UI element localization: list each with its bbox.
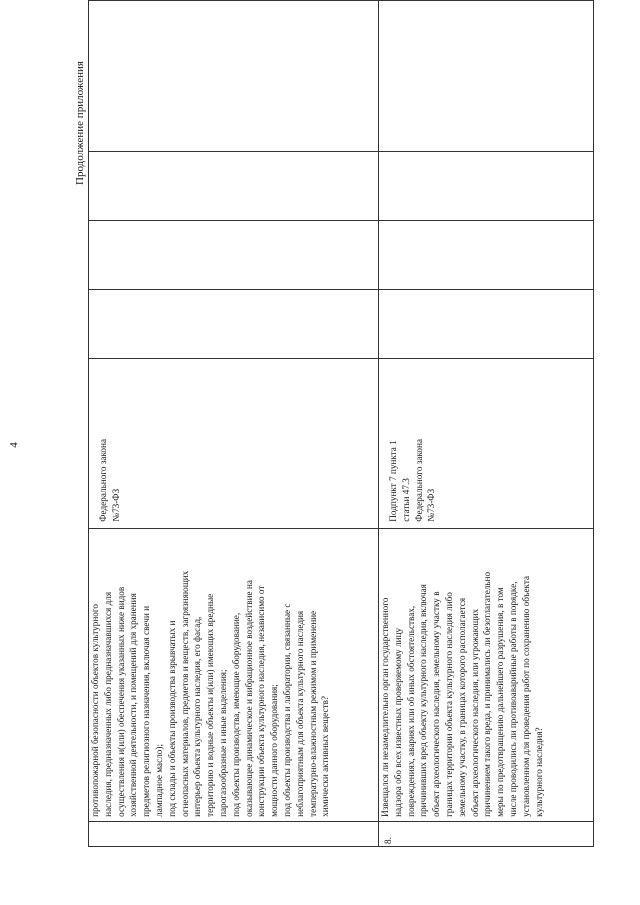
question-cell xyxy=(379,528,594,821)
page-number: 4 xyxy=(8,442,20,448)
table-row xyxy=(379,1,594,847)
legal-reference: Федерального закона №73-ФЗ xyxy=(98,438,121,522)
legal-reference: Подпункт 7 пункта 1 статьи 47.3 Федерального закона №73-ФЗ xyxy=(388,438,437,522)
note-cell xyxy=(379,1,594,152)
row-number-cell xyxy=(379,821,594,846)
question-cell xyxy=(89,528,379,821)
note-cell xyxy=(89,1,379,152)
checklist-table xyxy=(88,0,594,847)
answer-cell-na xyxy=(89,152,379,221)
answer-cell-no xyxy=(379,221,594,290)
answer-cell-yes xyxy=(89,290,379,359)
question-text: Извещался ли незамедлительно орган государственного надзора обо всех известных проверяемому лицу повреждениях, авариях или об иных обстоятельствах, причинивших вред объекту культурного наследия, включая объект археологического наследия, земельному участку в границах территории объекта культурного наследия либо земельному участку, в границах которого располагается объект археологического наследия, или угрожающих причинением такого вреда, и принимались ли безотлагательно меры по предотвращению дальнейшего разрушения, в том числе проводились ли противоаварийные работы в порядке, установленном для проведения работ по сохранению объекта культурного наследия? xyxy=(380,571,544,817)
reference-cell xyxy=(89,359,379,528)
table-row xyxy=(89,1,379,847)
reference-cell xyxy=(379,359,594,528)
answer-cell-na xyxy=(379,152,594,221)
question-text: противопожарной безопасности объектов культурного наследия, предназначенных либо предназначавшихся для осуществления и(или) обеспечения указанных ниже видов хозяйственной деятельности, и помещений для хранения предметов религиозного назначения, включая свечи и лампадное масло); под склады и объекты производства взрывчатых и огнеопасных материалов, предметов и веществ, загрязняющих интерьер объекта культурного наследия, его фасад, территорию и водные объекты и(или) имеющих вредные парогазообразные и иные выделения; под объекты производства, имеющие оборудование, оказывающее динамическое и вибрационное воздействие на конструкции объекта культурного наследия, независимо от мощности данного оборудования; под объекты производства и лаборатории, связанные с неблагоприятным для объекта культурного наследия температурно-влажностным режимом и применение химически активных веществ? xyxy=(90,570,331,817)
continuation-label: Продолжение приложения xyxy=(74,61,86,185)
answer-cell-yes xyxy=(379,290,594,359)
row-number-cell xyxy=(89,821,379,846)
row-number: 8. xyxy=(383,837,393,844)
answer-cell-no xyxy=(89,221,379,290)
